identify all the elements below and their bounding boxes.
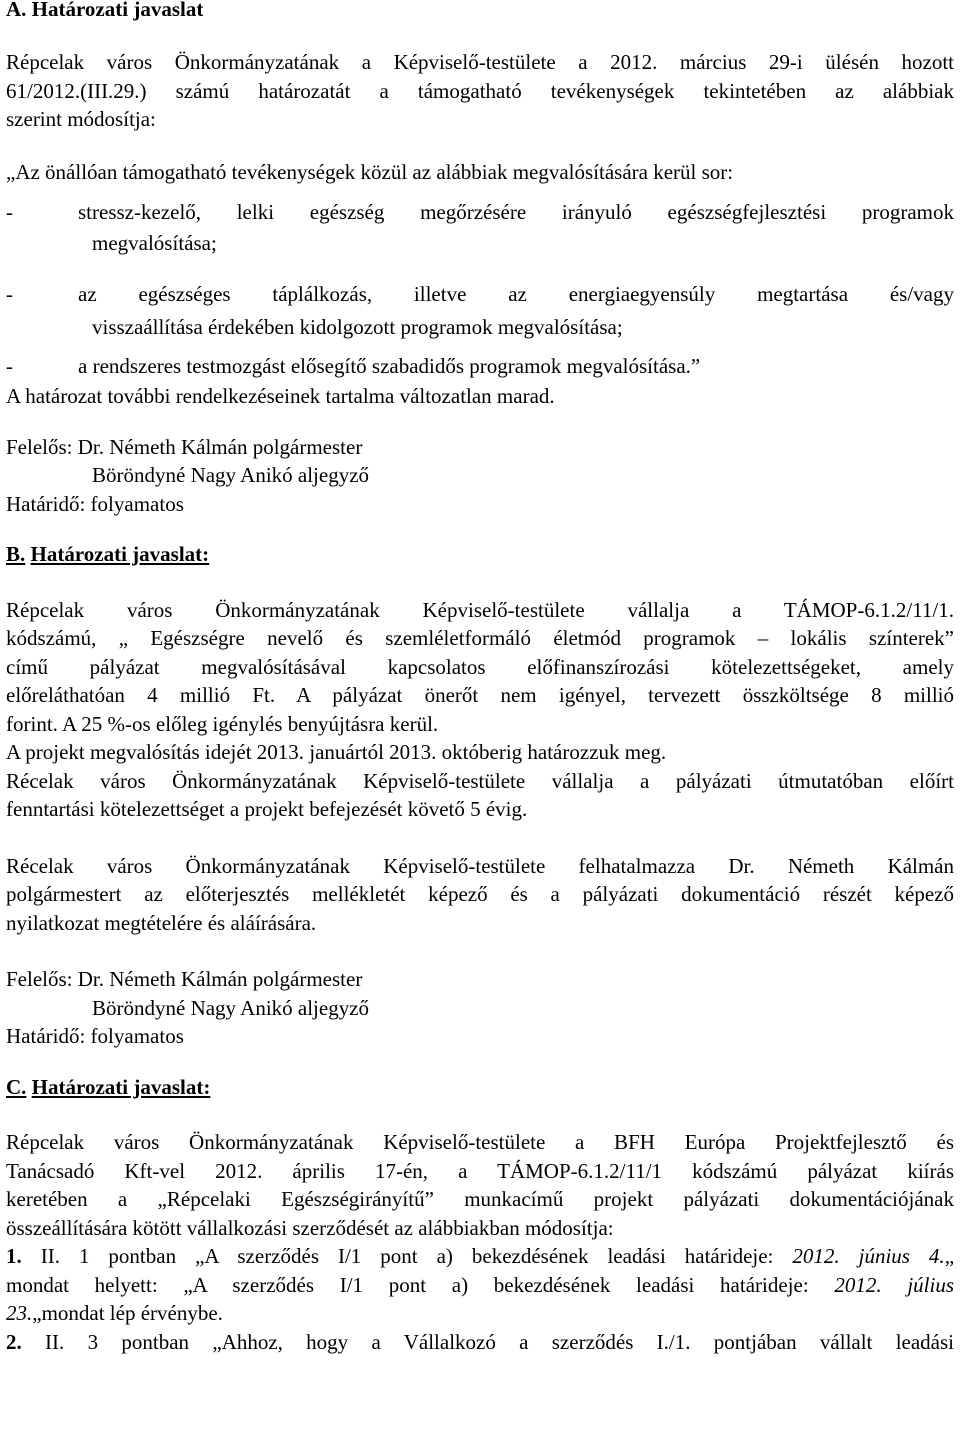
section-b-letter: B. <box>6 542 26 566</box>
bullet-dash: - <box>6 282 13 306</box>
text-line: forint. A 25 %-os előleg igénylés benyújtásra kerül. <box>6 711 439 736</box>
item-date: 2012. július <box>834 1272 954 1297</box>
text-line: Récelak város Önkormányzatának Képviselő-testülete vállalja a pályázati útmutatóban előírt <box>6 768 954 793</box>
item-quote: „ <box>944 1244 955 1268</box>
responsible-line <box>6 965 954 994</box>
intro-line-1: Répcelak város Önkormányzatának a Képviselő-testülete a 2012. március 29-i ülésén hozott <box>6 50 954 74</box>
section-a <box>6 0 954 518</box>
bullet-dash: - <box>6 200 13 224</box>
section-a-responsible-block <box>6 433 954 519</box>
section-c-paragraph-1 <box>6 1128 954 1242</box>
item-date: 2012. június 4. <box>792 1244 945 1268</box>
text-line <box>6 1328 954 1357</box>
section-b-title: Határozati javaslat: <box>30 542 210 566</box>
section-c-heading <box>6 1073 954 1102</box>
text-line: fenntartási kötelezettséget a projekt befejezését követő 5 évig. <box>6 797 528 821</box>
bullet-continuation: visszaállítása érdekében kidolgozott programok megvalósítása; <box>92 315 623 339</box>
section-a-heading: A. Határozati javaslat <box>6 0 204 21</box>
bullet-text: stressz-kezelő, lelki egészség megőrzésére irányuló egészségfejlesztési programok <box>78 200 954 224</box>
item-text: mondat helyett: „A szerződés I/1 pont a) bekezdésének leadási határideje: <box>6 1272 809 1297</box>
item-number: 2. <box>6 1329 22 1354</box>
item-number: 1. <box>6 1244 22 1268</box>
text-line: polgármestert az előterjesztés mellékletét képező és a pályázati dokumentáció részét képező <box>6 882 954 906</box>
section-b-paragraph-1 <box>6 596 954 824</box>
item-text: „mondat lép érvénybe. <box>32 1301 223 1325</box>
section-a-closing: A határozat további rendelkezéseinek tartalma változatlan marad. <box>6 384 555 408</box>
bullet-text: a rendszeres testmozgást elősegítő szabadidős programok megvalósítása.” <box>78 354 701 378</box>
section-b-paragraph-2 <box>6 852 954 938</box>
intro-line-2: 61/2012.(III.29.) számú határozatát a támogatható tevékenységek tekintetében az alábbiak <box>6 78 954 103</box>
deadline: Határidő: folyamatos <box>6 1024 184 1048</box>
section-a-intro <box>6 48 954 134</box>
responsible-notary: Böröndyné Nagy Anikó aljegyző <box>92 463 370 487</box>
text-line: Tanácsadó Kft-vel 2012. április 17-én, a TÁMOP-6.1.2/11/1 kódszámú pályázat kiírás <box>6 1158 954 1183</box>
section-c-title: Határozati javaslat: <box>31 1074 211 1099</box>
responsible-line <box>6 433 954 462</box>
bullet-dash: - <box>6 354 13 378</box>
text-line <box>6 1299 954 1328</box>
quote-intro: „Az önállóan támogatható tevékenységek közül az alábbiak megvalósítására kerül sor: <box>6 159 734 184</box>
text-line <box>6 1242 954 1271</box>
text-line: előreláthatóan 4 millió Ft. A pályázat önerőt nem igényel, tervezett összköltsége 8 millió <box>6 683 954 707</box>
text-line: Récelak város Önkormányzatának Képviselő-testülete felhatalmazza Dr. Németh Kálmán <box>6 853 954 878</box>
text-line: nyilatkozat megtételére és aláírására. <box>6 910 317 935</box>
list-item <box>6 272 954 316</box>
text-line: keretében a „Répcelaki Egészségirányítű” munkacímű projekt pályázati dokumentációjának <box>6 1187 954 1211</box>
section-b-responsible-block <box>6 965 954 1051</box>
bullet-continuation: megvalósítása; <box>92 231 217 255</box>
responsible-label: Felelős: <box>6 434 73 459</box>
bullet-list <box>6 190 954 386</box>
text-line: A projekt megvalósítás idejét 2013. januártól 2013. októberig határozzuk meg. <box>6 740 667 764</box>
responsible-mayor: Dr. Németh Kálmán polgármester <box>77 967 363 991</box>
intro-line-3: szerint módosítja: <box>6 107 156 131</box>
responsible-notary: Böröndyné Nagy Anikó aljegyző <box>92 995 370 1020</box>
bullet-text: az egészséges táplálkozás, illetve az energiaegyensúly megtartása és/vagy <box>78 282 954 306</box>
responsible-label: Felelős: <box>6 967 73 991</box>
section-b <box>6 540 954 1051</box>
section-c <box>6 1073 954 1357</box>
item-text: II. 3 pontban „Ahhoz, hogy a Vállalkozó a szerződés I./1. pontjában vállalt leadási <box>45 1329 954 1354</box>
list-item <box>6 346 954 386</box>
item-date: 23. <box>6 1301 33 1325</box>
section-c-letter: C. <box>6 1074 27 1099</box>
text-line: című pályázat megvalósításával kapcsolatos előfinanszírozási kötelezettségeket, amely <box>6 654 954 679</box>
deadline: Határidő: folyamatos <box>6 491 184 516</box>
text-line: Répcelak város Önkormányzatának Képviselő-testülete vállalja a TÁMOP-6.1.2/11/1. <box>6 597 954 622</box>
text-line: összeállítására kötött vállalkozási szerződését az alábbiakban módosítja: <box>6 1215 614 1240</box>
section-c-item-2 <box>6 1328 954 1357</box>
responsible-mayor: Dr. Németh Kálmán polgármester <box>77 434 363 459</box>
text-line: Répcelak város Önkormányzatának Képviselő-testülete a BFH Európa Projektfejlesztő és <box>6 1130 954 1154</box>
item-text: II. 1 pontban „A szerződés I/1 pont a) bekezdésének leadási határideje: <box>40 1244 774 1268</box>
section-c-item-1 <box>6 1242 954 1328</box>
text-line <box>6 1271 954 1300</box>
section-b-heading <box>6 540 954 569</box>
text-line: kódszámú, „ Egészségre nevelő és szemléletformáló életmód programok – lokális színterek” <box>6 626 954 650</box>
